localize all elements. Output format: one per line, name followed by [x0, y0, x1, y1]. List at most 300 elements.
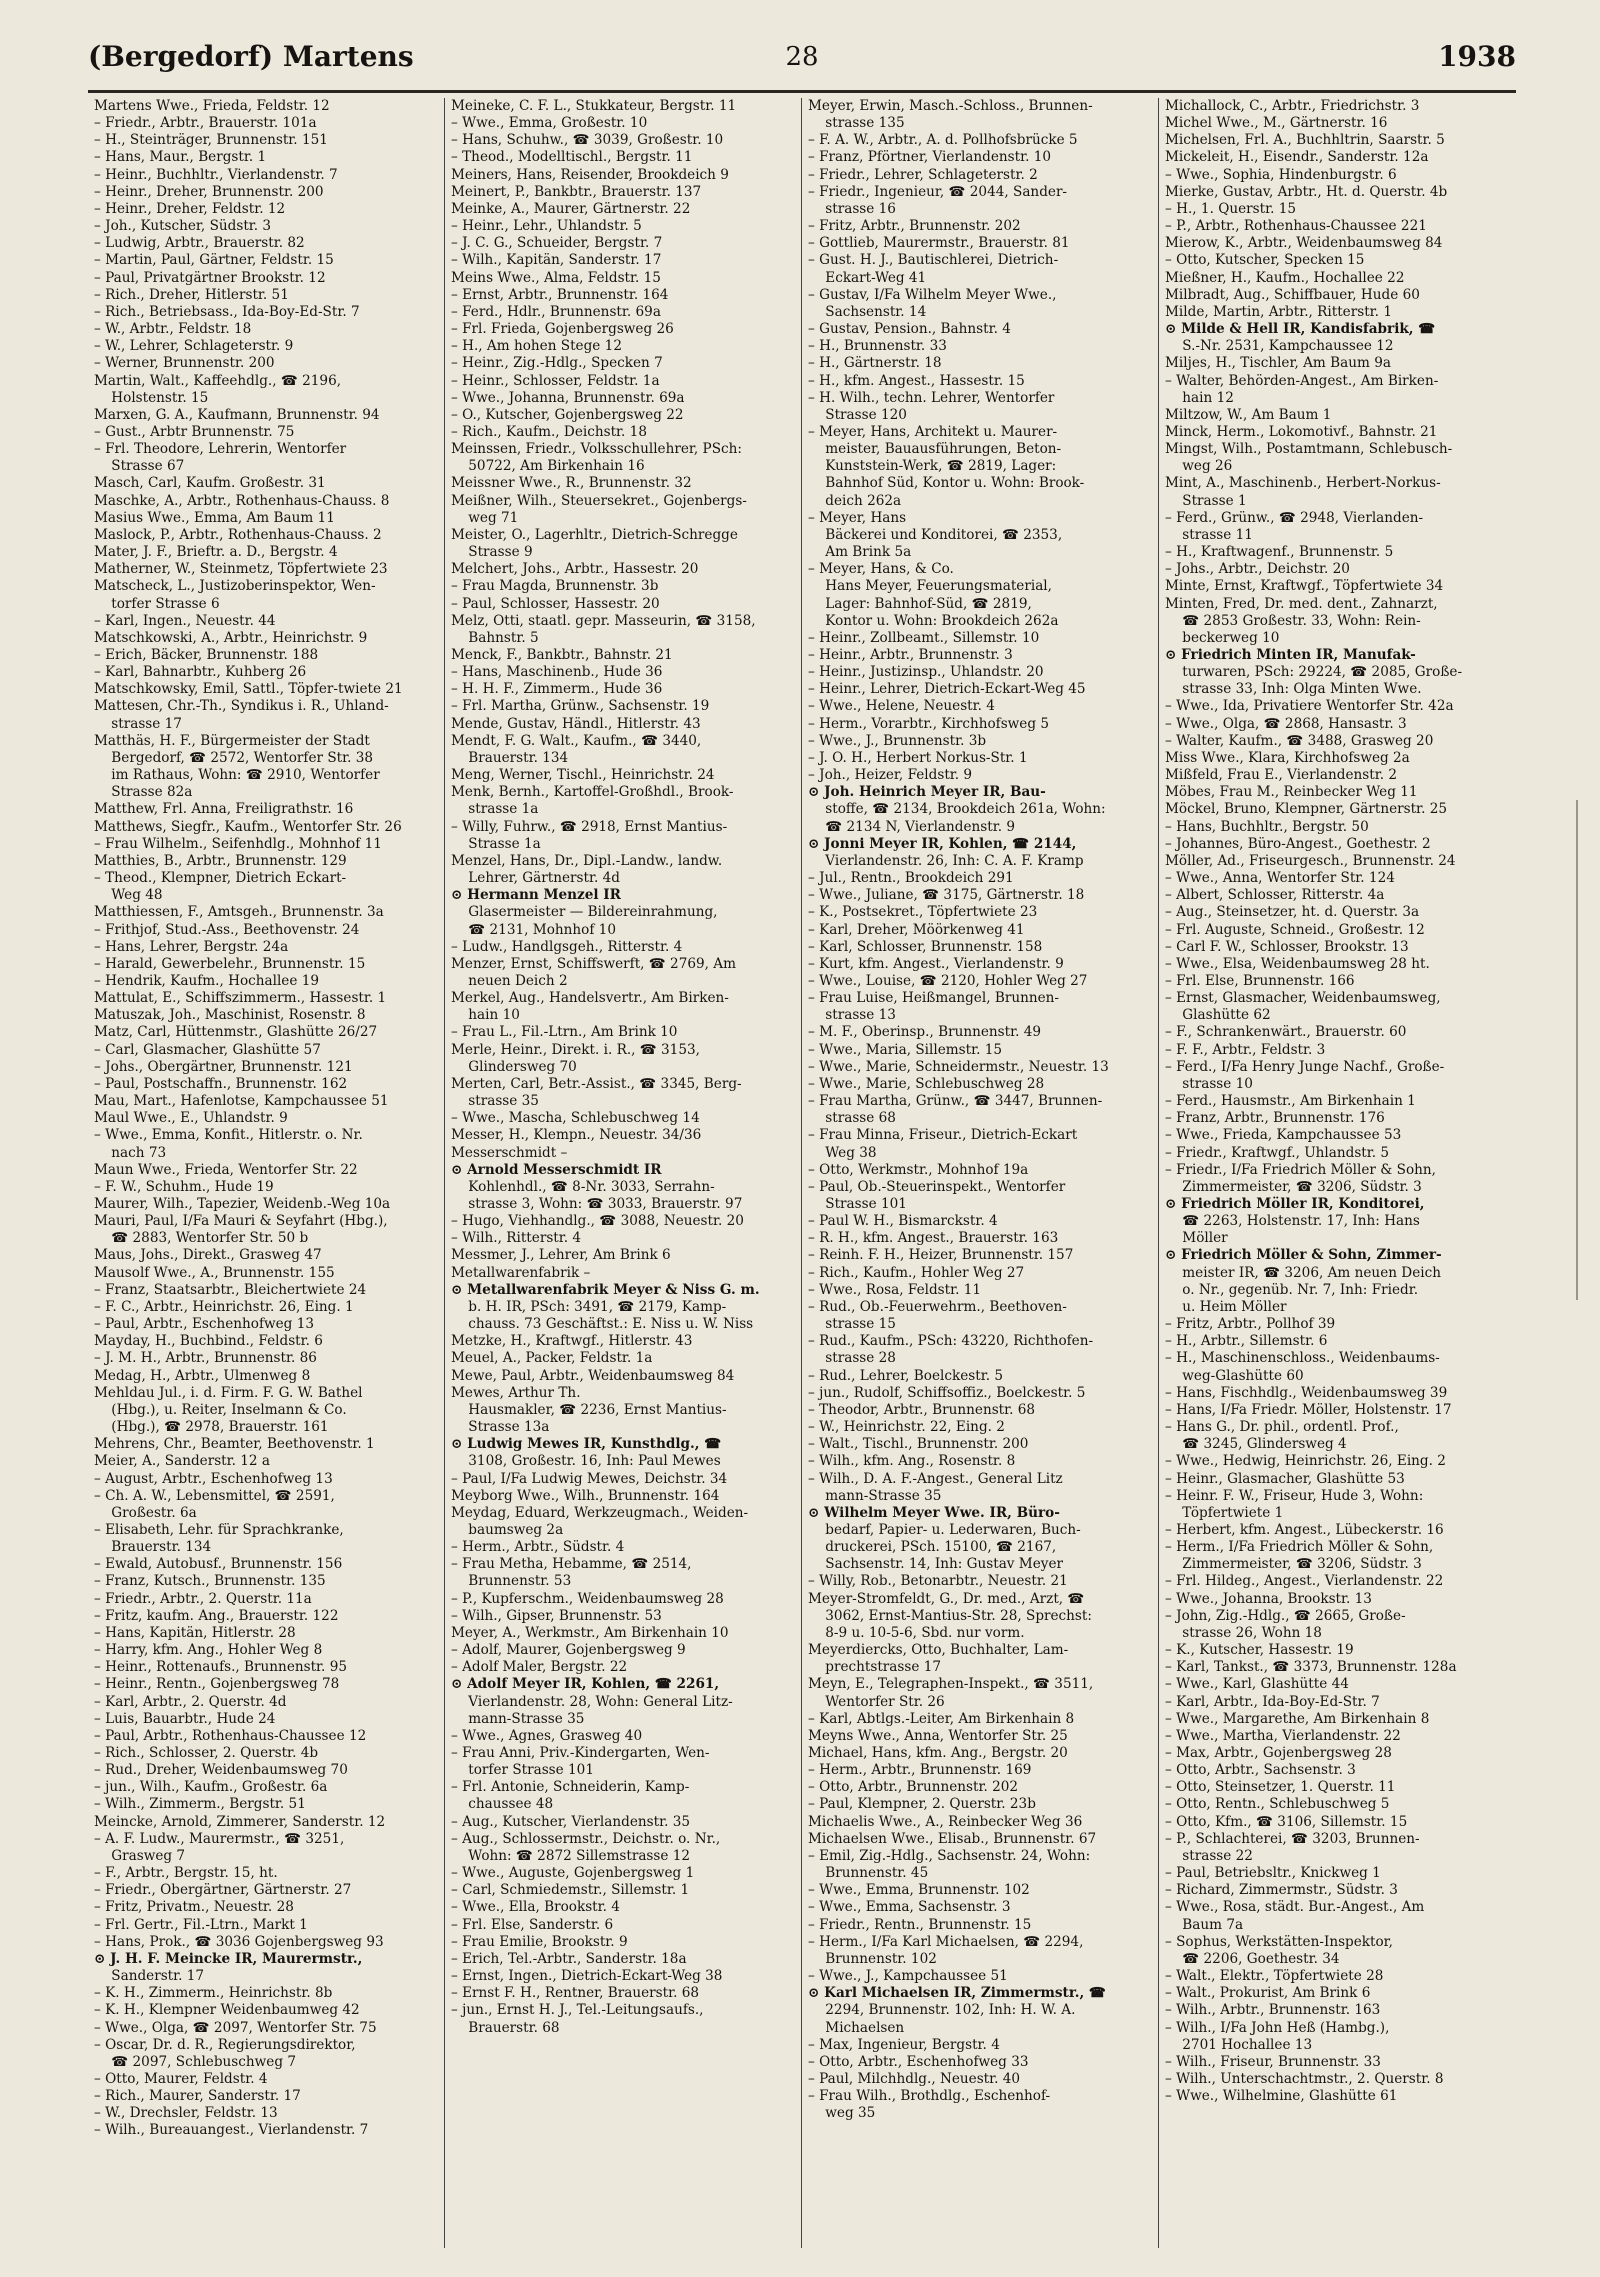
directory-entry-line: – Joh., Kutscher, Südstr. 3 [94, 218, 272, 235]
directory-entry-line: ☎ 2853 Großestr. 33, Wohn: Rein- [1165, 612, 1421, 629]
directory-entry-line: nach 73 [94, 1144, 167, 1161]
directory-entry-line: – Frau Wilhelm., Seifenhdlg., Mohnhof 11 [94, 835, 382, 852]
directory-entry-line: – Harry, kfm. Ang., Hohler Weg 8 [94, 1642, 323, 1659]
directory-entry-line: – Aug., Schlossermstr., Deichstr. o. Nr., [451, 1830, 721, 1847]
directory-entry-line: – M. F., Oberinsp., Brunnenstr. 49 [808, 1024, 1042, 1041]
directory-entry-line: – Wwe., Auguste, Gojenbergsweg 1 [451, 1865, 695, 1882]
directory-entry-line: – Wwe., Johanna, Brunnenstr. 69a [451, 389, 685, 406]
directory-entry-line: – Wilh., Unterschachtmstr., 2. Querstr. 8 [1165, 2070, 1444, 2087]
directory-entry-line: – Wwe., Johanna, Brookstr. 13 [1165, 1590, 1372, 1607]
directory-entry-line: Meyn, E., Telegraphen-Inspekt., ☎ 3511, [808, 1676, 1094, 1693]
directory-entry-line: – Ferd., Grünw., ☎ 2948, Vierlanden- [1165, 509, 1424, 526]
directory-entry-line: – Friedr., I/Fa Friedrich Möller & Sohn, [1165, 1161, 1436, 1178]
directory-entry-line: Kontor u. Wohn: Brookdeich 262a [808, 612, 1059, 629]
directory-entry-line: bedarf, Papier- u. Lederwaren, Buch- [808, 1521, 1081, 1538]
directory-entry-line: Strasse 82a [94, 784, 193, 801]
directory-entry-line: – Ernst, Arbtr., Brunnenstr. 164 [451, 286, 669, 303]
directory-entry-line: Medag, H., Arbtr., Ulmenweg 8 [94, 1367, 311, 1384]
directory-entry-line: – W., Drechsler, Feldstr. 13 [94, 2105, 278, 2122]
directory-entry-line: Metallwarenfabrik – [451, 1264, 591, 1281]
directory-entry-line: – Wwe., Martha, Vierlandenstr. 22 [1165, 1727, 1401, 1744]
directory-entry-line: – Heinr., Justizinsp., Uhlandstr. 20 [808, 664, 1044, 681]
directory-entry-line: – Frithjof, Stud.-Ass., Beethovenstr. 24 [94, 921, 360, 938]
directory-entry-line: – Johs., Obergärtner, Brunnenstr. 121 [94, 1058, 353, 1075]
directory-entry-line: Meuel, A., Packer, Feldstr. 1a [451, 1350, 653, 1367]
directory-entry-line: – Wwe., Ida, Privatiere Wentorfer Str. 42a [1165, 698, 1454, 715]
directory-entry-line: – Otto, Rentn., Schlebuschweg 5 [1165, 1796, 1390, 1813]
directory-entry-line: hain 12 [1165, 389, 1234, 406]
directory-entry-line: – K., Kutscher, Hassestr. 19 [1165, 1642, 1354, 1659]
directory-entry-line: ⊙ Milde & Hell IR, Kandisfabrik, ☎ [1165, 321, 1436, 338]
directory-entry-line: Meister, O., Lagerhltr., Dietrich-Schregge [451, 526, 738, 543]
directory-entry-line: Minck, Herm., Lokomotivf., Bahnstr. 21 [1165, 423, 1438, 440]
directory-entry-line: – Otto, Kfm., ☎ 3106, Sillemstr. 15 [1165, 1813, 1408, 1830]
directory-entry-line: – Ludw., Handlgsgeh., Ritterstr. 4 [451, 938, 683, 955]
directory-entry-line: hain 10 [451, 1007, 520, 1024]
directory-entry-line: Maun Wwe., Frieda, Wentorfer Str. 22 [94, 1161, 358, 1178]
directory-entry-line: – Albert, Schlosser, Ritterstr. 4a [1165, 887, 1385, 904]
directory-entry-line: – Walt., Elektr., Töpfertwiete 28 [1165, 1968, 1384, 1985]
directory-entry-line: – Wwe., Ella, Brookstr. 4 [451, 1899, 620, 1916]
directory-entry-line: ⊙ Wilhelm Meyer Wwe. IR, Büro- [808, 1504, 1060, 1521]
directory-entry-line: – Karl, Tankst., ☎ 3373, Brunnenstr. 128a [1165, 1659, 1457, 1676]
directory-entry-line: – Ferd., Hdlr., Brunnenstr. 69a [451, 303, 661, 320]
directory-entry-line: Strasse 120 [808, 406, 907, 423]
directory-entry-line: – K. H., Klempner Weidenbaumweg 42 [94, 2002, 360, 2019]
directory-entry-line: baumsweg 2a [451, 1521, 564, 1538]
directory-entry-line: Bahnstr. 5 [451, 629, 539, 646]
directory-entry-line: Sanderstr. 17 [94, 1968, 205, 1985]
directory-entry-line: Weg 48 [94, 887, 163, 904]
directory-entry-line: ⊙ Friedrich Möller IR, Konditorei, [1165, 1196, 1425, 1212]
directory-entry-line: ☎ 3245, Glindersweg 4 [1165, 1436, 1347, 1453]
directory-entry-line: Brunnenstr. 102 [808, 1950, 937, 1967]
directory-entry-line: Bergedorf, ☎ 2572, Wentorfer Str. 38 [94, 749, 374, 766]
directory-entry-line: – H., Gärtnerstr. 18 [808, 355, 942, 372]
directory-entry-line: – Ferd., I/Fa Henry Junge Nachf., Große- [1165, 1058, 1445, 1075]
directory-entry-line: – Herbert, kfm. Angest., Lübeckerstr. 16 [1165, 1521, 1444, 1538]
directory-entry-line: – Karl, Schlosser, Brunnenstr. 158 [808, 938, 1043, 955]
directory-entry-line: – Rud., Kaufm., PSch: 43220, Richthofen- [808, 1333, 1094, 1350]
directory-entry-line: Matherner, W., Steinmetz, Töpfertwiete 23 [94, 561, 388, 578]
directory-entry-line: – Hans, I/Fa Friedr. Möller, Holstenstr. 17 [1165, 1401, 1452, 1418]
directory-entry-line: – H., Arbtr., Sillemstr. 6 [1165, 1333, 1328, 1350]
directory-entry-line: – Ernst, Glasmacher, Weidenbaumsweg, [1165, 990, 1441, 1007]
directory-entry-line: – Wilh., Zimmerm., Bergstr. 51 [94, 1796, 306, 1813]
directory-entry-line: – Frau Anni, Priv.-Kindergarten, Wen- [451, 1745, 710, 1761]
directory-entry-line: – J. C. G., Schueider, Bergstr. 7 [451, 235, 663, 252]
directory-entry-line: – Aug., Kutscher, Vierlandenstr. 35 [451, 1813, 691, 1830]
directory-entry-line: – Wwe., Juliane, ☎ 3175, Gärtnerstr. 18 [808, 887, 1085, 904]
directory-entry-line: Meydag, Eduard, Werkzeugmach., Weiden- [451, 1504, 749, 1521]
directory-entry-line: – P., Arbtr., Rothenhaus-Chaussee 221 [1165, 218, 1427, 235]
directory-entry-line: – Herm., Vorarbtr., Kirchhofsweg 5 [808, 715, 1050, 732]
directory-entry-line: – Walter, Kaufm., ☎ 3488, Grasweg 20 [1165, 732, 1434, 749]
directory-entry-line: Marxen, G. A., Kaufmann, Brunnenstr. 94 [94, 406, 380, 423]
directory-entry-line: – Wwe., Marie, Schlebuschweg 28 [808, 1075, 1045, 1092]
directory-entry-line: – Paul, Schlosser, Hassestr. 20 [451, 595, 660, 612]
directory-entry-line: – Heinr., Buchhltr., Vierlandenstr. 7 [94, 166, 338, 183]
header-left-title: (Bergedorf) Martens [88, 40, 414, 73]
directory-entry-line: – jun., Ernst H. J., Tel.-Leitungsaufs., [451, 2002, 704, 2019]
directory-entry-line: strasse 35 [451, 1093, 539, 1110]
directory-entry-line: – Hans, Maschinenb., Hude 36 [451, 664, 663, 681]
directory-entry-line: Meinert, P., Bankbtr., Brauerstr. 137 [451, 183, 702, 200]
directory-entry-line: neuen Deich 2 [451, 972, 568, 989]
directory-entry-line: – Frl. Frieda, Gojenbergsweg 26 [451, 321, 674, 338]
directory-entry-line: Milde, Martin, Arbtr., Ritterstr. 1 [1165, 303, 1392, 320]
directory-entry-line: Matthäs, H. F., Bürgermeister der Stadt [94, 732, 370, 749]
directory-entry-line: Grasweg 7 [94, 1847, 186, 1864]
directory-entry-line: – Wwe., Rosa, Feldstr. 11 [808, 1281, 982, 1298]
directory-entry-line: – Otto, Steinsetzer, 1. Querstr. 11 [1165, 1779, 1396, 1796]
directory-entry-line: – Erich, Bäcker, Brunnenstr. 188 [94, 647, 319, 663]
directory-entry-line: Mierke, Gustav, Arbtr., Ht. d. Querstr. 4b [1165, 183, 1448, 200]
directory-entry-line: Mißfeld, Frau E., Vierlandenstr. 2 [1165, 767, 1398, 784]
directory-entry-line: – Luis, Bauarbtr., Hude 24 [94, 1710, 276, 1727]
directory-entry-line: Martin, Walt., Kaffeehdlg., ☎ 2196, [94, 372, 342, 389]
directory-entry-line: – Otto, Kutscher, Specken 15 [1165, 252, 1365, 269]
directory-entry-line: – Franz, Pförtner, Vierlandenstr. 10 [808, 149, 1052, 166]
directory-entry-line: – Jul., Rentn., Brookdeich 291 [808, 870, 1014, 887]
directory-entry-line: turwaren, PSch: 29224, ☎ 2085, Große- [1165, 664, 1463, 681]
directory-entry-line: Minte, Ernst, Kraftwgf., Töpfertwiete 34 [1165, 578, 1444, 595]
directory-entry-line: Mattesen, Chr.-Th., Syndikus i. R., Uhland- [94, 698, 389, 715]
directory-entry-line: ⊙ Metallwarenfabrik Meyer & Niss G. m. [451, 1281, 760, 1298]
directory-entry-line: – Harald, Gewerbelehr., Brunnenstr. 15 [94, 955, 366, 972]
directory-entry-line: – Hans, Kapitän, Hitlerstr. 28 [94, 1624, 296, 1641]
directory-entry-line: – Wwe., Margarethe, Am Birkenhain 8 [1165, 1710, 1430, 1727]
directory-entry-line: Kohlenhdl., ☎ 8-Nr. 3033, Serrahn- [451, 1178, 715, 1195]
directory-entry-line: – Paul, Betriebsltr., Knickweg 1 [1165, 1865, 1381, 1882]
directory-entry-line: strasse 17 [94, 715, 182, 732]
header-rule [88, 90, 1516, 93]
directory-entry-line: ⊙ Ludwig Mewes IR, Kunsthdlg., ☎ [451, 1436, 722, 1453]
directory-entry-line: Mewe, Paul, Arbtr., Weidenbaumsweg 84 [451, 1367, 735, 1384]
directory-entry-line: – Carl F. W., Schlosser, Brookstr. 13 [1165, 938, 1409, 955]
directory-entry-line: – Wwe., Maria, Sillemstr. 15 [808, 1041, 1003, 1058]
directory-entry-line: – Aug., Steinsetzer, ht. d. Querstr. 3a [1165, 904, 1420, 921]
directory-entry-line: Meinssen, Friedr., Volksschullehrer, PSch: [451, 441, 742, 458]
directory-entry-line: Mau, Mart., Hafenlotse, Kampchaussee 51 [94, 1093, 389, 1110]
directory-entry-line: Matschkowsky, Emil, Sattl., Töpfer-twiete 21 [94, 681, 403, 698]
directory-entry-line: – Adolf, Maurer, Gojenbergsweg 9 [451, 1642, 686, 1659]
directory-entry-line: Menzel, Hans, Dr., Dipl.-Landw., landw. [451, 852, 723, 869]
column-1 [88, 98, 445, 2248]
directory-entry-line: – Hendrik, Kaufm., Hochallee 19 [94, 972, 320, 989]
column-3 [802, 98, 1159, 2248]
directory-entry-line: deich 262a [808, 492, 902, 509]
directory-entry-line: Merten, Carl, Betr.-Assist., ☎ 3345, Berg- [451, 1075, 742, 1092]
directory-entry-line: – H., Maschinenschloss., Weidenbaums- [1165, 1350, 1440, 1367]
directory-entry-line: Masius Wwe., Emma, Am Baum 11 [94, 509, 335, 526]
directory-entry-line: – Wwe., Anna, Wentorfer Str. 124 [1165, 870, 1395, 887]
directory-entry-line: – Max, Ingenieur, Bergstr. 4 [808, 2036, 1000, 2053]
directory-entry-line: Töpfertwiete 1 [1165, 1504, 1284, 1521]
directory-entry-line: – Heinr., Rottenaufs., Brunnenstr. 95 [94, 1659, 347, 1676]
directory-entry-line: – J. O. H., Herbert Norkus-Str. 1 [808, 749, 1028, 766]
directory-entry-line: Bäckerei und Konditorei, ☎ 2353, [808, 526, 1063, 543]
directory-entry-line: ⊙ J. H. F. Meincke IR, Maurermstr., [94, 1950, 363, 1967]
directory-entry-line: – H., 1. Querstr. 15 [1165, 200, 1297, 217]
directory-entry-line: – Gustav, Pension., Bahnstr. 4 [808, 321, 1011, 338]
directory-entry-line: – Wwe., Karl, Glashütte 44 [1165, 1676, 1349, 1693]
directory-entry-line: Meyns Wwe., Anna, Wentorfer Str. 25 [808, 1727, 1068, 1744]
directory-entry-line: – J. M. H., Arbtr., Brunnenstr. 86 [94, 1350, 317, 1367]
directory-entry-line: – Willy, Rob., Betonarbtr., Neuestr. 21 [808, 1573, 1068, 1590]
directory-entry-line: – Frau Minna, Friseur., Dietrich-Eckart [808, 1127, 1078, 1144]
directory-entry-line: – Rich., Schlosser, 2. Querstr. 4b [94, 1745, 319, 1761]
directory-entry-line: – Ferd., Hausmstr., Am Birkenhain 1 [1165, 1093, 1416, 1110]
directory-entry-line: Merle, Heinr., Direkt. i. R., ☎ 3153, [451, 1041, 700, 1058]
directory-entry-line: Miljes, H., Tischler, Am Baum 9a [1165, 355, 1391, 372]
directory-entry-line: – Wwe., Olga, ☎ 2097, Wentorfer Str. 75 [94, 2019, 377, 2036]
directory-entry-line: Mattulat, E., Schiffszimmerm., Hassestr. 1 [94, 990, 387, 1007]
directory-entry-line: – Fritz, Privatm., Neuestr. 28 [94, 1899, 294, 1916]
directory-entry-line: – Walter, Behörden-Angest., Am Birken- [1165, 372, 1439, 389]
directory-entry-line: – Wwe., Olga, ☎ 2868, Hansastr. 3 [1165, 715, 1407, 732]
directory-entry-line: – Ludwig, Arbtr., Brauerstr. 82 [94, 235, 305, 252]
directory-entry-line: Meinke, A., Maurer, Gärtnerstr. 22 [451, 200, 691, 217]
directory-entry-line: – O., Kutscher, Gojenbergsweg 22 [451, 406, 684, 423]
directory-entry-line: strasse 10 [1165, 1075, 1253, 1092]
directory-entry-line: Meißner, Wilh., Steuersekret., Gojenbergs- [451, 492, 747, 509]
directory-entry-line: – Frl. Gertr., Fil.-Ltrn., Markt 1 [94, 1916, 308, 1933]
directory-entry-line: meister, Bauausführungen, Beton- [808, 441, 1062, 458]
directory-entry-line: – Rich., Kaufm., Deichstr. 18 [451, 423, 647, 440]
directory-entry-line: Masch, Carl, Kaufm. Großestr. 31 [94, 475, 326, 492]
directory-entry-line: – Hans G., Dr. phil., ordentl. Prof., [1165, 1419, 1399, 1436]
directory-entry-line: – Heinr., Arbtr., Brunnenstr. 3 [808, 647, 1013, 663]
directory-entry-line: strasse 26, Wohn 18 [1165, 1624, 1322, 1641]
directory-entry-line: – Joh., Heizer, Feldstr. 9 [808, 767, 973, 784]
directory-entry-line: Michaelis Wwe., A., Reinbecker Weg 36 [808, 1813, 1083, 1830]
directory-entry-line: Meier, A., Sanderstr. 12 a [94, 1453, 271, 1470]
directory-entry-line: – Karl, Abtlgs.-Leiter, Am Birkenhain 8 [808, 1710, 1075, 1727]
directory-entry-line: u. Heim Möller [1165, 1298, 1287, 1315]
directory-entry-line: – Hans, Lehrer, Bergstr. 24a [94, 938, 289, 955]
directory-entry-line: Meyerdiercks, Otto, Buchhalter, Lam- [808, 1642, 1069, 1659]
directory-entry-line: – Meyer, Hans, & Co. [808, 561, 954, 578]
directory-entry-line: – Frl. Antonie, Schneiderin, Kamp- [451, 1779, 690, 1796]
directory-entry-line: Strasse 1 [1165, 492, 1247, 509]
directory-entry-line: 2294, Brunnenstr. 102, Inh: H. W. A. [808, 2002, 1076, 2019]
directory-entry-line: – Herm., Arbtr., Brunnenstr. 169 [808, 1762, 1032, 1779]
directory-entry-line: – Karl, Arbtr., Ida-Boy-Ed-Str. 7 [1165, 1693, 1380, 1710]
directory-entry-line: weg 71 [451, 509, 519, 526]
directory-entry-line: Brauerstr. 134 [451, 749, 569, 766]
directory-entry-line: Maurer, Wilh., Tapezier, Weidenb.-Weg 10a [94, 1196, 391, 1212]
directory-entry-line: Lehrer, Gärtnerstr. 4d [451, 870, 620, 887]
directory-entry-line: chaussee 48 [451, 1796, 554, 1813]
directory-entry-line: ☎ 2131, Mohnhof 10 [451, 921, 616, 938]
directory-entry-line: – Paul, I/Fa Ludwig Mewes, Deichstr. 34 [451, 1470, 728, 1487]
directory-entry-line: ☎ 2883, Wentorfer Str. 50 b [94, 1230, 309, 1247]
directory-entry-line: strasse 3, Wohn: ☎ 3033, Brauerstr. 97 [451, 1196, 743, 1212]
directory-entry-line: – Wwe., Emma, Großestr. 10 [451, 115, 648, 132]
directory-entry-line: – F. W., Schuhm., Hude 19 [94, 1178, 274, 1195]
directory-entry-line: Strasse 9 [451, 544, 533, 561]
directory-entry-line: Möller [1165, 1230, 1228, 1247]
directory-entry-line: – Carl, Schmiedemstr., Sillemstr. 1 [451, 1882, 690, 1899]
directory-entry-line: Meins Wwe., Alma, Feldstr. 15 [451, 269, 661, 286]
directory-entry-line: Wohn: ☎ 2872 Sillemstrasse 12 [451, 1847, 691, 1864]
directory-entry-line: – Hugo, Viehhandlg., ☎ 3088, Neuestr. 20 [451, 1213, 744, 1230]
directory-entry-line: Matz, Carl, Hüttenmstr., Glashütte 26/27 [94, 1024, 378, 1041]
directory-entry-line: Mießner, H., Kaufm., Hochallee 22 [1165, 269, 1405, 286]
directory-entry-line: – Otto, Arbtr., Sachsenstr. 3 [1165, 1762, 1356, 1779]
directory-entry-line: – W., Lehrer, Schlageterstr. 9 [94, 338, 294, 355]
directory-entry-line: – Ewald, Autobusf., Brunnenstr. 156 [94, 1556, 343, 1573]
directory-entry-line: Vierlandenstr. 26, Inh: C. A. F. Kramp [808, 852, 1084, 869]
directory-entry-line: – Franz, Arbtr., Brunnenstr. 176 [1165, 1110, 1385, 1127]
directory-entry-line: ☎ 2263, Holstenstr. 17, Inh: Hans [1165, 1213, 1420, 1230]
directory-entry-line: Lager: Bahnhof-Süd, ☎ 2819, [808, 595, 1032, 612]
directory-entry-line: – Fritz, kaufm. Ang., Brauerstr. 122 [94, 1607, 339, 1624]
directory-entry-line: strasse 28 [808, 1350, 896, 1367]
directory-entry-line: – John, Zig.-Hdlg., ☎ 2665, Große- [1165, 1607, 1406, 1624]
directory-entry-line: Messmer, J., Lehrer, Am Brink 6 [451, 1247, 671, 1264]
directory-entry-line: 8-9 u. 10-5-6, Sbd. nur vorm. [808, 1624, 1025, 1641]
directory-entry-line: – Wilh., Gipser, Brunnenstr. 53 [451, 1607, 662, 1624]
directory-entry-line: ⊙ Hermann Menzel IR [451, 887, 621, 904]
directory-entry-line: Meissner Wwe., R., Brunnenstr. 32 [451, 475, 692, 492]
directory-entry-line: – Frl. Theodore, Lehrerin, Wentorfer [94, 441, 347, 458]
directory-entry-line: Sachsenstr. 14, Inh: Gustav Meyer [808, 1556, 1063, 1573]
directory-entry-line: – Wilh., kfm. Ang., Rosenstr. 8 [808, 1453, 1016, 1470]
directory-entry-line: Strasse 1a [451, 835, 541, 852]
directory-entry-line: chauss. 73 Geschäftst.: E. Niss u. W. Niss [451, 1316, 754, 1333]
directory-entry-line: – Ernst F. H., Rentner, Brauerstr. 68 [451, 1985, 700, 2002]
directory-entry-line: mann-Strasse 35 [451, 1710, 585, 1727]
directory-entry-line: Mickeleit, H., Eisendr., Sanderstr. 12a [1165, 149, 1429, 166]
directory-entry-line: ⊙ Karl Michaelsen IR, Zimmermstr., ☎ [808, 1985, 1106, 2002]
directory-entry-line: – H., Kraftwagenf., Brunnenstr. 5 [1165, 544, 1394, 561]
directory-entry-line: strasse 22 [1165, 1847, 1253, 1864]
directory-entry-line: – Frl. Auguste, Schneid., Großestr. 12 [1165, 921, 1425, 938]
directory-entry-line: beckerweg 10 [1165, 629, 1280, 646]
directory-entry-line: – Karl, Bahnarbtr., Kuhberg 26 [94, 664, 307, 681]
directory-entry-line: Vierlandenstr. 28, Wohn: General Litz- [451, 1693, 733, 1710]
directory-entry-line: – Heinr. F. W., Friseur, Hude 3, Wohn: [1165, 1487, 1424, 1504]
directory-entry-line: – Karl, Ingen., Neuestr. 44 [94, 612, 276, 629]
directory-entry-line: – Frau Martha, Grünw., ☎ 3447, Brunnen- [808, 1093, 1103, 1110]
directory-entry-line: – Wwe., Emma, Sachsenstr. 3 [808, 1899, 1011, 1916]
directory-entry-line: – Wwe., Mascha, Schlebuschweg 14 [451, 1110, 700, 1127]
directory-entry-line: – A. F. Ludw., Maurermstr., ☎ 3251, [94, 1830, 345, 1847]
directory-entry-line: – Paul, Arbtr., Eschenhofweg 13 [94, 1316, 314, 1333]
directory-entry-line: Martens Wwe., Frieda, Feldstr. 12 [94, 98, 330, 114]
directory-entry-line: Baum 7a [1165, 1916, 1244, 1933]
directory-entry-line: – Frau L., Fil.-Ltrn., Am Brink 10 [451, 1024, 678, 1041]
directory-entry-line: Messer, H., Klempn., Neuestr. 34/36 [451, 1127, 702, 1144]
directory-entry-line: Maslock, P., Arbtr., Rothenhaus-Chauss. 2 [94, 526, 382, 543]
directory-entry-line: – Herm., I/Fa Karl Michaelsen, ☎ 2294, [808, 1933, 1084, 1950]
directory-entry-line: 50722, Am Birkenhain 16 [451, 458, 645, 475]
directory-entry-line: 2701 Hochallee 13 [1165, 2036, 1313, 2053]
directory-entry-line: Menzer, Ernst, Schiffswerft, ☎ 2769, Am [451, 955, 737, 972]
directory-entry-line: Mendt, F. G. Walt., Kaufm., ☎ 3440, [451, 732, 702, 749]
directory-entry-line: Brauerstr. 134 [94, 1539, 212, 1556]
directory-entry-line: – P., Schlachterei, ☎ 3203, Brunnen- [1165, 1830, 1420, 1847]
directory-entry-line: – Rud., Lehrer, Boelckestr. 5 [808, 1367, 1003, 1384]
directory-entry-line: – Kurt, kfm. Angest., Vierlandenstr. 9 [808, 955, 1064, 972]
directory-entry-line: – F. F., Arbtr., Feldstr. 3 [1165, 1041, 1326, 1058]
directory-entry-line: Matthew, Frl. Anna, Freiligrathstr. 16 [94, 801, 354, 818]
directory-entry-line: – Frl. Hildeg., Angest., Vierlandenstr. 22 [1165, 1573, 1444, 1590]
directory-entry-line: Meyer, A., Werkmstr., Am Birkenhain 10 [451, 1624, 729, 1641]
directory-entry-line: – Frl. Else, Sanderstr. 6 [451, 1916, 614, 1933]
directory-entry-line: Maus, Johs., Direkt., Grasweg 47 [94, 1247, 322, 1264]
directory-entry-line: – Walt., Prokurist, Am Brink 6 [1165, 1985, 1371, 2002]
directory-entry-line: Meyer-Stromfeldt, G., Dr. med., Arzt, ☎ [808, 1590, 1085, 1607]
directory-entry-line: – Rich., Maurer, Sanderstr. 17 [94, 2088, 301, 2105]
directory-entry-line: – Frau Metha, Hebamme, ☎ 2514, [451, 1556, 692, 1573]
directory-entry-line: – Heinr., Schlosser, Feldstr. 1a [451, 372, 660, 389]
directory-entry-line: – Gustav, I/Fa Wilhelm Meyer Wwe., [808, 286, 1057, 303]
directory-entry-line: Brunnenstr. 53 [451, 1573, 572, 1590]
directory-entry-line: – Hans, Maur., Bergstr. 1 [94, 149, 267, 166]
directory-entry-line: meister IR, ☎ 3206, Am neuen Deich [1165, 1264, 1441, 1281]
directory-entry-line: – Heinr., Rentn., Gojenbergsweg 78 [94, 1676, 340, 1693]
directory-entry-line: Glindersweg 70 [451, 1058, 577, 1075]
directory-entry-line: – Wwe., Louise, ☎ 2120, Hohler Weg 27 [808, 972, 1088, 989]
directory-entry-line: – Erich, Tel.-Arbtr., Sanderstr. 18a [451, 1950, 687, 1967]
directory-entry-line: – jun., Rudolf, Schiffsoffiz., Boelckestr. 5 [808, 1384, 1086, 1401]
directory-entry-line: Möller, Ad., Friseurgesch., Brunnenstr. 24 [1165, 852, 1456, 869]
directory-entry-line: – Frau Magda, Brunnenstr. 3b [451, 578, 659, 595]
directory-entry-line: – Wwe., Wilhelmine, Glashütte 61 [1165, 2088, 1398, 2105]
directory-entry-line: – Hans, Fischhdlg., Weidenbaumsweg 39 [1165, 1384, 1448, 1401]
directory-entry-line: stoffe, ☎ 2134, Brookdeich 261a, Wohn: [808, 801, 1106, 818]
directory-entry-line: – Sophus, Werkstätten-Inspektor, [1165, 1933, 1394, 1950]
directory-entry-line: – Wwe., Helene, Neuestr. 4 [808, 698, 995, 715]
directory-entry-line: Maschke, A., Arbtr., Rothenhaus-Chauss. 8 [94, 492, 390, 509]
directory-entry-line: – Hans, Prok., ☎ 3036 Gojenbergsweg 93 [94, 1933, 384, 1950]
directory-entry-line: ⊙ Adolf Meyer IR, Kohlen, ☎ 2261, [451, 1676, 720, 1693]
directory-entry-line: – Richard, Zimmermstr., Südstr. 3 [1165, 1882, 1398, 1899]
directory-entry-line: Michallock, C., Arbtr., Friedrichstr. 3 [1165, 98, 1420, 114]
page-number: 28 [785, 42, 819, 72]
directory-entry-line: – August, Arbtr., Eschenhofweg 13 [94, 1470, 333, 1487]
directory-entry-line: – W., Arbtr., Feldstr. 18 [94, 321, 252, 338]
directory-entry-line: Glasermeister — Bildereinrahmung, [451, 904, 718, 921]
directory-entry-line: Strasse 13a [451, 1419, 550, 1436]
directory-entry-line: – Hans, Schuhw., ☎ 3039, Großestr. 10 [451, 132, 724, 149]
directory-entry-line: – Theod., Klempner, Dietrich Eckart- [94, 870, 347, 887]
directory-entry-line: Strasse 101 [808, 1196, 907, 1212]
directory-entry-line: Metzke, H., Kraftwgf., Hitlerstr. 43 [451, 1333, 693, 1350]
directory-entry-line: prechtstrasse 17 [808, 1659, 942, 1676]
directory-entry-line: – Adolf Maler, Bergstr. 22 [451, 1659, 628, 1676]
directory-entry-line: Glashütte 62 [1165, 1007, 1271, 1024]
directory-entry-line: – Herm., I/Fa Friedrich Möller & Sohn, [1165, 1539, 1434, 1556]
directory-entry-line: mann-Strasse 35 [808, 1487, 942, 1504]
directory-entry-line: – Frl. Martha, Grünw., Sachsenstr. 19 [451, 698, 710, 715]
directory-entry-line: – Heinr., Lehrer, Dietrich-Eckart-Weg 45 [808, 681, 1086, 698]
directory-entry-line: o. Nr., gegenüb. Nr. 7, Inh: Friedr. [1165, 1281, 1419, 1298]
directory-entry-line: – Wilh., Arbtr., Brunnenstr. 163 [1165, 2002, 1381, 2019]
directory-entry-line: Menck, F., Bankbtr., Bahnstr. 21 [451, 647, 673, 663]
directory-entry-line: – Max, Arbtr., Gojenbergsweg 28 [1165, 1745, 1392, 1761]
directory-entry-line: – Wwe., Emma, Konfit., Hitlerstr. o. Nr. [94, 1127, 363, 1144]
directory-entry-line: – Wwe., Frieda, Kampchaussee 53 [1165, 1127, 1402, 1144]
directory-entry-line: – Johs., Arbtr., Deichstr. 20 [1165, 561, 1350, 578]
directory-entry-line: – Friedr., Ingenieur, ☎ 2044, Sander- [808, 183, 1068, 200]
directory-entry-line: b. H. IR, PSch: 3491, ☎ 2179, Kamp- [451, 1298, 727, 1315]
directory-entry-line: Matuszak, Joh., Maschinist, Rosenstr. 8 [94, 1007, 366, 1024]
directory-entry-line: weg 35 [808, 2105, 876, 2122]
